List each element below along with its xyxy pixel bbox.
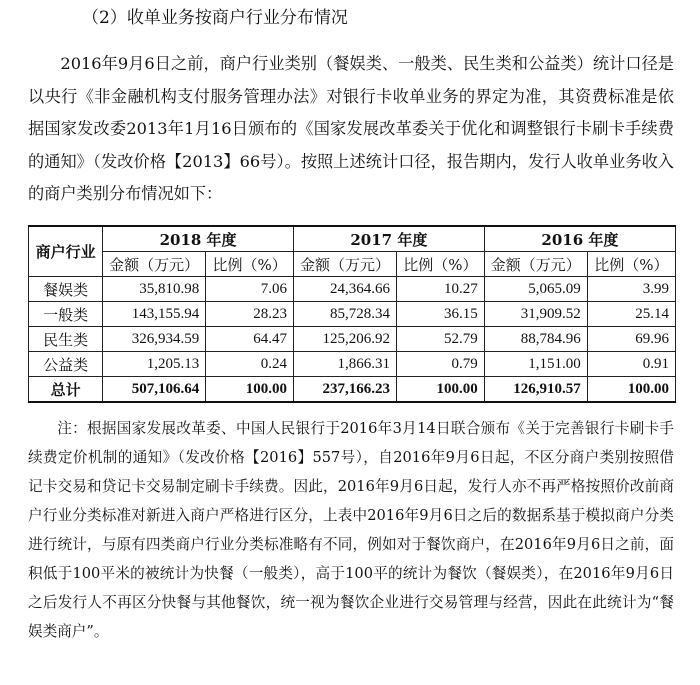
ratio-header: 比例（%） (396, 252, 484, 277)
cell-value: 7.06 (206, 277, 294, 302)
cell-value: 143,155.94 (103, 302, 206, 327)
cell-value: 85,728.34 (293, 302, 396, 327)
table-row (29, 302, 676, 327)
table-header-row (29, 226, 676, 252)
cell-value: 0.91 (587, 352, 675, 377)
total-value: 100.00 (396, 377, 484, 403)
table-note: 注：根据国家发展改革委、中国人民银行于2016年3月14日联合颁布《关于完善银行卡刷卡手续费定价机制的通知》（发改价格【2016】557号），自2016年9月6日起，不区分商户类别按照借记卡交易和贷记卡交易制定刷卡手续费。因此，2016年9月6日起，发行人亦不再严格按照价改前商户行业分类标准对新进入商户严格进行区分，上表中2016年9月6日之后的数据系基于模拟商户分类进行统计，与原有四类商户行业分类标准略有不同，例如对于餐饮商户，在2016年9月6日之前，面积低于100平米的被统计为快餐（一般类），高于100平的统计为餐饮（餐娱类），在2016年9月6日之后发行人不再区分快餐与其他餐饮，统一视为餐饮企业进行交易管理与经营，因此在此统计为“餐娱类商户”。 (28, 420, 674, 640)
table-subheader-row (29, 252, 676, 277)
amount-header: 金额（万元） (293, 252, 396, 277)
row-category: 一般类 (29, 302, 103, 327)
total-value: 100.00 (587, 377, 675, 403)
cell-value: 24,364.66 (293, 277, 396, 302)
row-category: 餐娱类 (29, 277, 103, 302)
section-heading: （2）收单业务按商户行业分布情况 (82, 8, 348, 28)
cell-value: 3.99 (587, 277, 675, 302)
amount-header: 金额（万元） (103, 252, 206, 277)
table-total-row (29, 377, 676, 403)
total-value: 237,166.23 (293, 377, 396, 403)
year-header-2016: 2016 年度 (484, 226, 675, 252)
ratio-header: 比例（%） (206, 252, 294, 277)
category-header: 商户行业 (29, 226, 103, 277)
intro-paragraph: 2016年9月6日之前，商户行业类别（餐娱类、一般类、民生类和公益类）统计口径是以央行《非金融机构支付服务管理办法》对银行卡收单业务的界定为准，其资费标准是依据国家发改委2013年1月16日颁布的《国家发展改革委关于优化和调整银行卡刷卡手续费的通知》（发改价格【2013】66号）。按照上述统计口径，报告期内，发行人收单业务收入的商户类别分布情况如下： (28, 54, 674, 203)
cell-value: 326,934.59 (103, 327, 206, 352)
total-value: 126,910.57 (484, 377, 587, 403)
cell-value: 35,810.98 (103, 277, 206, 302)
cell-value: 69.96 (587, 327, 675, 352)
cell-value: 1,205.13 (103, 352, 206, 377)
cell-value: 88,784.96 (484, 327, 587, 352)
row-category: 公益类 (29, 352, 103, 377)
cell-value: 1,866.31 (293, 352, 396, 377)
cell-value: 28.23 (206, 302, 294, 327)
table-row (29, 352, 676, 377)
cell-value: 64.47 (206, 327, 294, 352)
cell-value: 0.79 (396, 352, 484, 377)
cell-value: 31,909.52 (484, 302, 587, 327)
cell-value: 0.24 (206, 352, 294, 377)
amount-header: 金额（万元） (484, 252, 587, 277)
cell-value: 10.27 (396, 277, 484, 302)
merchant-industry-table (28, 225, 676, 403)
total-value: 507,106.64 (103, 377, 206, 403)
cell-value: 52.79 (396, 327, 484, 352)
ratio-header: 比例（%） (587, 252, 675, 277)
table-row (29, 277, 676, 302)
cell-value: 125,206.92 (293, 327, 396, 352)
year-header-2018: 2018 年度 (103, 226, 294, 252)
year-header-2017: 2017 年度 (293, 226, 484, 252)
total-value: 100.00 (206, 377, 294, 403)
total-label: 总计 (29, 377, 103, 403)
cell-value: 25.14 (587, 302, 675, 327)
table-row (29, 327, 676, 352)
cell-value: 5,065.09 (484, 277, 587, 302)
cell-value: 1,151.00 (484, 352, 587, 377)
cell-value: 36.15 (396, 302, 484, 327)
row-category: 民生类 (29, 327, 103, 352)
